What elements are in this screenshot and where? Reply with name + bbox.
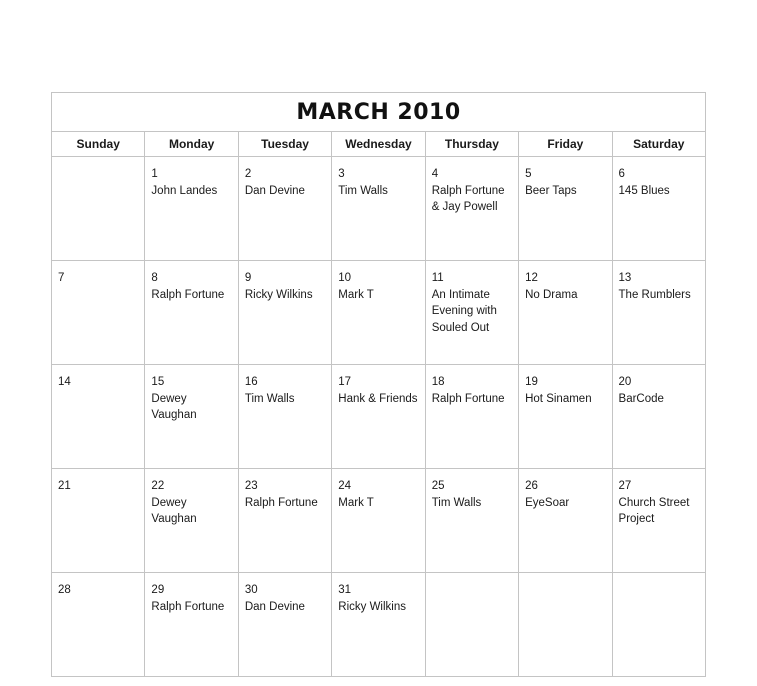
day-number: 12 — [525, 272, 538, 284]
day-number: 15 — [151, 376, 165, 388]
day-cell — [238, 157, 331, 261]
weekday-header: Monday — [145, 132, 238, 157]
day-number: 17 — [338, 376, 352, 388]
day-event: Ralph Fortune — [151, 600, 225, 613]
day-event: Tim Walls — [244, 392, 295, 405]
day-number: 27 — [618, 480, 632, 492]
day-event: Ralph Fortune — [244, 496, 318, 509]
day-cell — [145, 573, 238, 677]
day-cell — [145, 157, 238, 261]
day-cell — [519, 261, 612, 365]
day-event: An Intimate Evening with Souled Out — [431, 288, 497, 334]
day-cell — [425, 469, 518, 573]
week-row — [52, 261, 706, 365]
weekday-header: Friday — [519, 132, 612, 157]
day-number: 10 — [338, 272, 352, 284]
day-number: 29 — [151, 584, 165, 596]
day-cell — [425, 365, 518, 469]
day-cell — [52, 365, 145, 469]
day-cell — [519, 365, 612, 469]
day-number: 1 — [151, 168, 158, 180]
day-number: 22 — [151, 480, 165, 492]
day-number: 7 — [58, 272, 65, 284]
day-number: 28 — [58, 584, 71, 596]
day-event: Hot Sinamen — [525, 392, 592, 405]
day-number: 23 — [244, 480, 258, 492]
weekday-header: Sunday — [52, 132, 145, 157]
day-event: No Drama — [525, 288, 578, 301]
day-cell — [332, 261, 425, 365]
day-cell — [612, 469, 705, 573]
day-event: Dan Devine — [244, 184, 305, 197]
day-cell — [238, 573, 331, 677]
day-number: 25 — [431, 480, 445, 492]
day-cell — [425, 573, 518, 677]
day-cell — [612, 365, 705, 469]
weekday-header: Wednesday — [332, 132, 425, 157]
day-cell — [145, 469, 238, 573]
day-number: 2 — [244, 168, 252, 180]
weekday-header: Thursday — [425, 132, 518, 157]
day-number: 31 — [338, 584, 352, 596]
week-row — [52, 157, 706, 261]
title-cell — [52, 93, 706, 132]
day-event: Dewey Vaughan — [151, 496, 197, 525]
day-cell — [612, 261, 705, 365]
day-number: 3 — [338, 168, 345, 180]
day-cell — [425, 157, 518, 261]
day-number: 13 — [618, 272, 632, 284]
day-cell — [52, 157, 145, 261]
day-event: Beer Taps — [525, 184, 577, 197]
day-event: Tim Walls — [338, 184, 388, 197]
day-event: Ralph Fortune & Jay Powell — [431, 184, 505, 213]
day-event: Ricky Wilkins — [244, 288, 313, 301]
week-row — [52, 365, 706, 469]
day-cell — [612, 573, 705, 677]
day-number: 19 — [525, 376, 538, 388]
day-event: Mark T — [338, 496, 374, 509]
day-event: EyeSoar — [525, 496, 570, 509]
day-event: The Rumblers — [618, 288, 691, 301]
day-number: 30 — [244, 584, 258, 596]
day-cell — [332, 365, 425, 469]
day-event: Mark T — [338, 288, 374, 301]
day-event: Church Street Project — [618, 496, 690, 525]
day-number: 26 — [525, 480, 538, 492]
day-cell — [52, 469, 145, 573]
day-cell — [332, 469, 425, 573]
day-cell — [238, 469, 331, 573]
day-event: Dan Devine — [244, 600, 305, 613]
weekday-header: Saturday — [612, 132, 705, 157]
week-row — [52, 573, 706, 677]
day-event: Hank & Friends — [338, 392, 418, 405]
day-cell — [52, 573, 145, 677]
day-cell — [332, 157, 425, 261]
day-event: Ralph Fortune — [431, 392, 505, 405]
day-cell — [519, 573, 612, 677]
day-cell — [238, 365, 331, 469]
day-number: 6 — [618, 168, 625, 180]
calendar-title: MARCH 2010 — [296, 99, 461, 125]
day-cell — [519, 157, 612, 261]
day-event: BarCode — [618, 392, 664, 405]
day-number: 5 — [525, 168, 532, 180]
day-number: 4 — [431, 168, 439, 180]
day-number: 18 — [431, 376, 445, 388]
day-event: Ricky Wilkins — [338, 600, 406, 613]
calendar-body — [52, 157, 706, 677]
week-row — [52, 469, 706, 573]
day-number: 8 — [151, 272, 158, 284]
day-cell — [145, 365, 238, 469]
day-event: 145 Blues — [618, 184, 670, 197]
day-cell — [425, 261, 518, 365]
day-number: 20 — [618, 376, 632, 388]
day-cell — [238, 261, 331, 365]
day-number: 24 — [338, 480, 352, 492]
day-cell — [52, 261, 145, 365]
weekday-header-row — [52, 132, 706, 157]
day-cell — [332, 573, 425, 677]
day-number: 16 — [244, 376, 258, 388]
day-number: 11 — [431, 272, 444, 284]
day-cell — [145, 261, 238, 365]
weekday-header: Tuesday — [238, 132, 331, 157]
day-cell — [519, 469, 612, 573]
day-event: Dewey Vaughan — [151, 392, 197, 421]
day-number: 9 — [244, 272, 252, 284]
day-cell — [612, 157, 705, 261]
day-event: Tim Walls — [431, 496, 482, 509]
day-number: 21 — [58, 480, 71, 492]
day-number: 14 — [58, 376, 71, 388]
day-event: John Landes — [151, 184, 218, 197]
day-event: Ralph Fortune — [151, 288, 225, 301]
calendar-table — [51, 92, 706, 677]
